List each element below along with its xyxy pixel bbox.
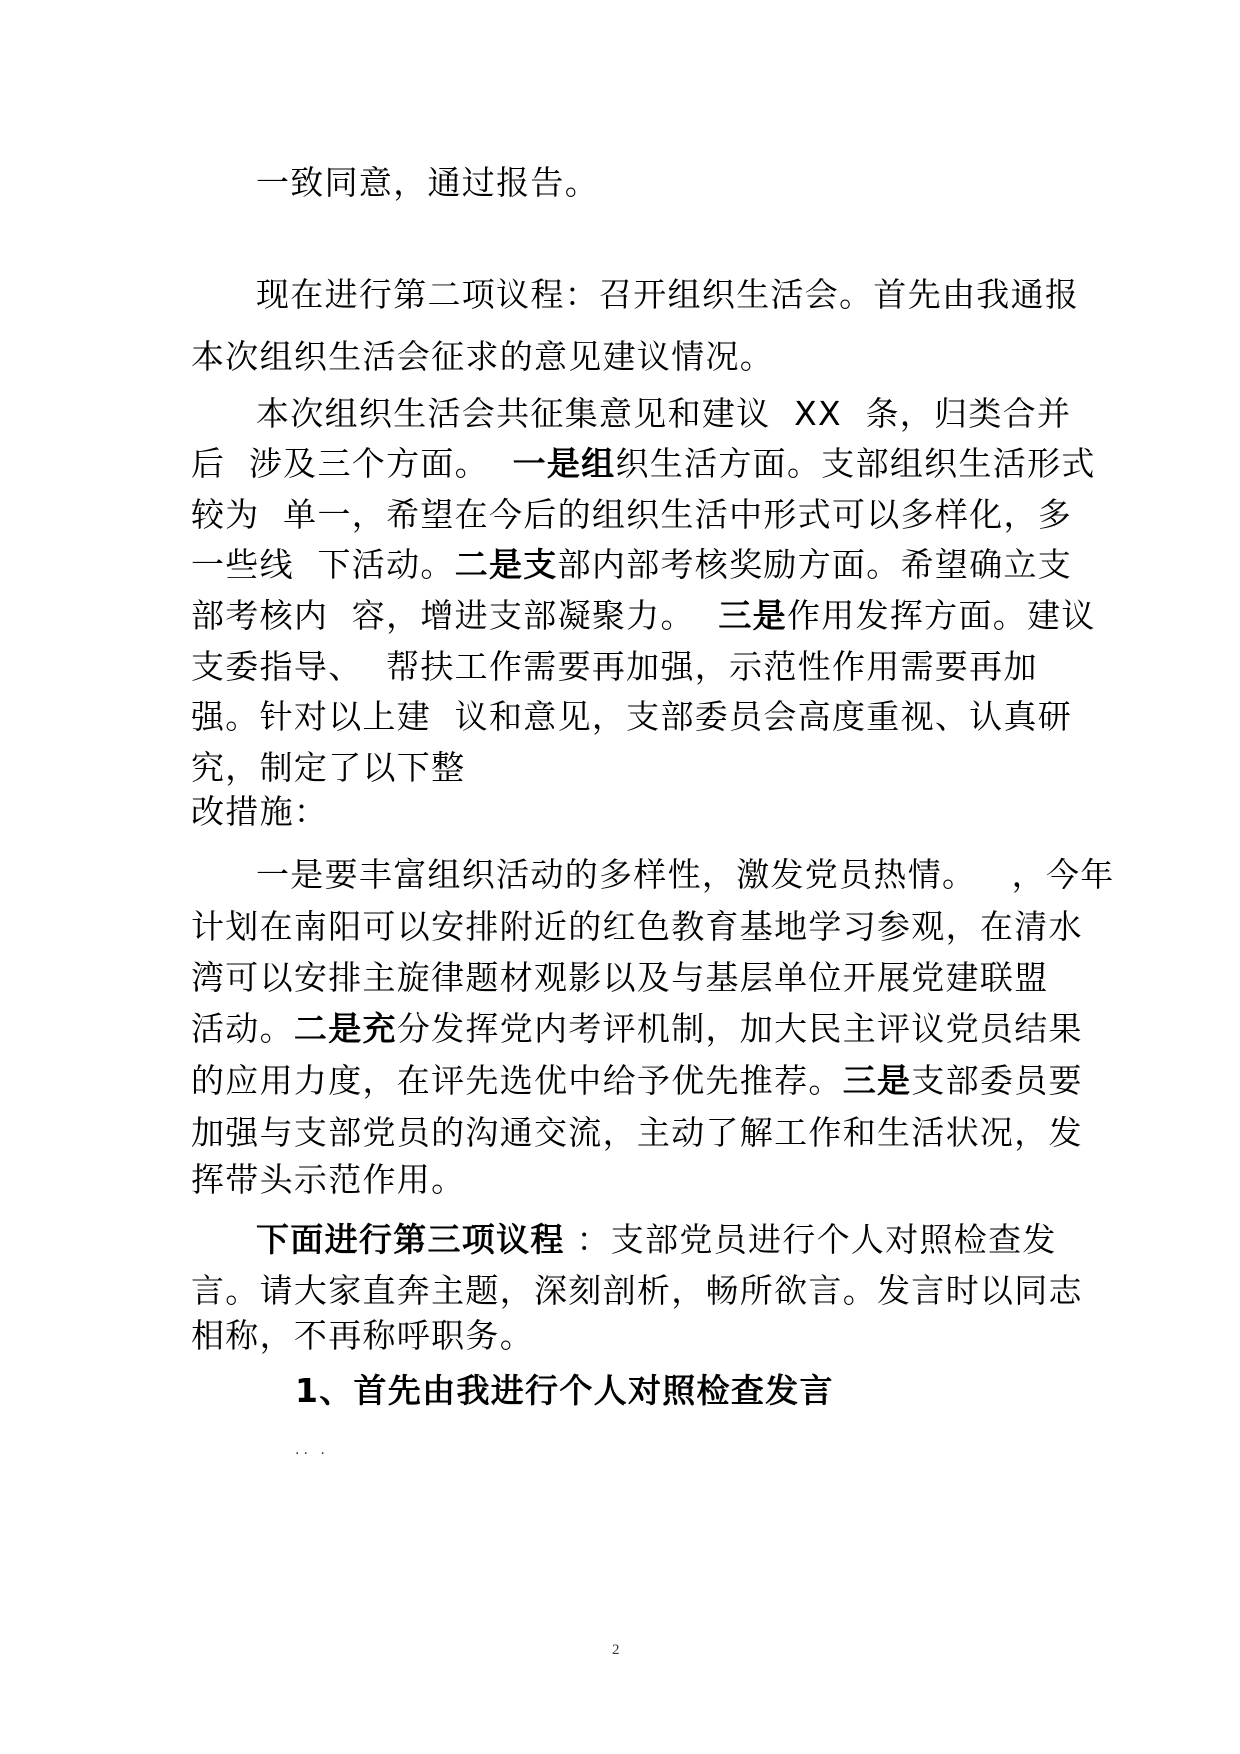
trailing-marks: ·· · bbox=[295, 1446, 329, 1462]
text-line: 究，制定了以下整 bbox=[191, 748, 466, 787]
text-line: 本次组织生活会征求的意见建议情况。 bbox=[191, 337, 775, 376]
text-line: 活动。二是充分发挥党内考评机制，加大民主评议党员结果 bbox=[191, 1009, 1083, 1048]
bold-text: 二是支 bbox=[454, 545, 558, 584]
text-line: 强。针对以上建 议和意见，支部委员会高度重视、认真研 bbox=[191, 697, 1073, 736]
text-line: 本次组织生活会共征集意见和建议 XX 条，归类合并 bbox=[256, 394, 1072, 433]
section-heading: 1、首先由我进行个人对照检查发言 bbox=[295, 1371, 834, 1410]
text-line: 一致同意，通过报告。 bbox=[256, 163, 599, 202]
bold-text: 三是 bbox=[718, 596, 787, 635]
text-line: 一是要丰富组织活动的多样性，激发党员热情。 ，今年 bbox=[256, 855, 1115, 894]
bold-text: 三是 bbox=[842, 1061, 912, 1100]
text-line: 湾可以安排主旋律题材观影以及与基层单位开展党建联盟 bbox=[191, 958, 1049, 997]
bold-text: 二是充 bbox=[293, 1009, 397, 1048]
text-line: 的应用力度，在评先选优中给予优先推荐。三是支部委员要 bbox=[191, 1061, 1083, 1100]
text-line: 后 涉及三个方面。 一是组织生活方面。支部组织生活形式 bbox=[191, 444, 1096, 483]
text-line: 下面进行第三项议程 ：支部党员进行个人对照检查发 bbox=[256, 1220, 1057, 1259]
bold-text: 下面进行第三项议程 bbox=[256, 1220, 565, 1259]
bold-text: 一是组 bbox=[512, 444, 616, 483]
text-line: 言。请大家直奔主题，深刻剖析，畅所欲言。发言时以同志 bbox=[191, 1271, 1083, 1310]
text-line: 支委指导、 帮扶工作需要再加强，示范性作用需要再加 bbox=[191, 647, 1038, 686]
text-line: 现在进行第二项议程：召开组织生活会。首先由我通报 bbox=[256, 275, 1080, 314]
text-line: 一些线 下活动。二是支部内部考核奖励方面。希望确立支 bbox=[191, 545, 1073, 584]
text-line: 加强与支部党员的沟通交流，主动了解工作和生活状况，发 bbox=[191, 1113, 1083, 1152]
page-number: 2 bbox=[612, 1642, 620, 1658]
text-line: 部考核内 容，增进支部凝聚力。 三是作用发挥方面。建议 bbox=[191, 596, 1096, 635]
text-line: 较为 单一，希望在今后的组织生活中形式可以多样化，多 bbox=[191, 495, 1073, 534]
text-line: 挥带头示范作用。 bbox=[191, 1160, 466, 1199]
text-line: 相称，不再称呼职务。 bbox=[191, 1316, 534, 1355]
text-line: 改措施： bbox=[191, 792, 329, 831]
text-line: 计划在南阳可以安排附近的红色教育基地学习参观，在清水 bbox=[191, 907, 1083, 946]
